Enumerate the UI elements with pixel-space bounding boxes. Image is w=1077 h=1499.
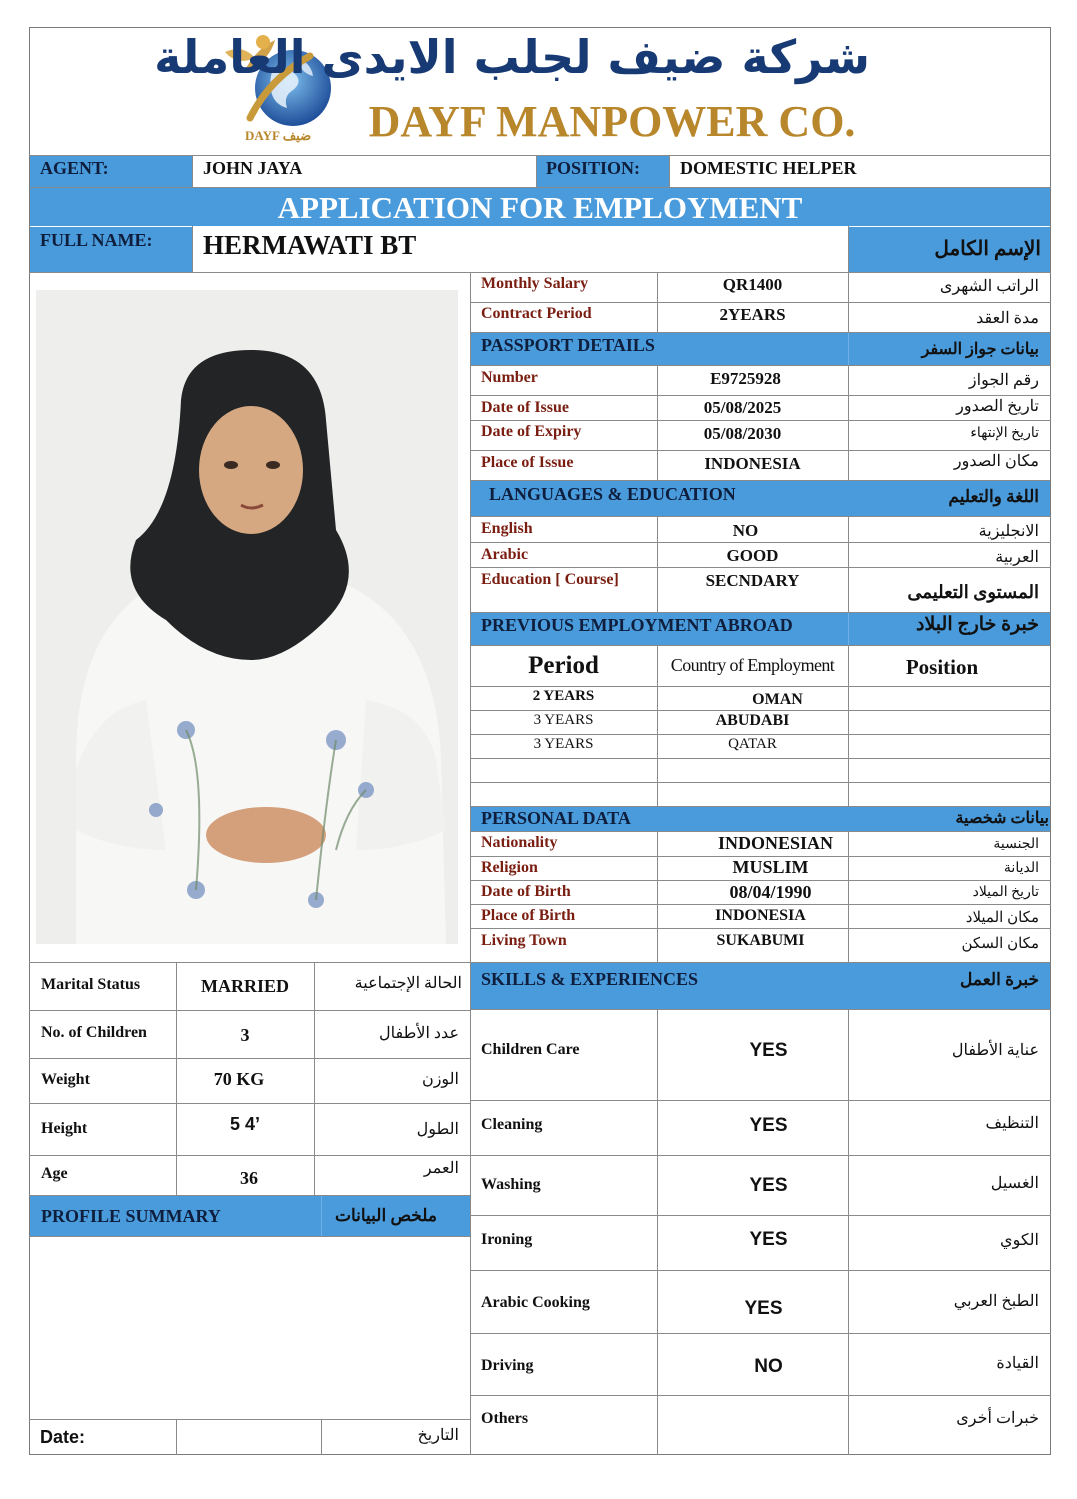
- logo-caption: DAYF ضيف: [245, 128, 312, 143]
- company-name-english: DAYF MANPOWER CO.: [368, 97, 856, 146]
- agent-label: AGENT:: [40, 158, 109, 178]
- place-of-birth-label: Place of Birth: [481, 907, 576, 924]
- religion-label: Religion: [481, 859, 538, 876]
- skill-children-care-label: Children Care: [481, 1041, 580, 1058]
- position-label: POSITION:: [546, 158, 641, 178]
- contract-period-arabic: مدة العقد: [976, 310, 1039, 327]
- marital-status-value: MARRIED: [201, 976, 289, 996]
- place-of-birth-arabic: مكان الميلاد: [965, 910, 1039, 926]
- date-of-issue-label: Date of Issue: [481, 399, 569, 416]
- education-label: Education [ Course]: [481, 571, 619, 588]
- monthly-salary-arabic: الراتب الشهرى: [939, 278, 1039, 295]
- place-of-issue-label: Place of Issue: [481, 454, 574, 471]
- nationality-value: INDONESIAN: [717, 833, 834, 853]
- profile-summary-area: [30, 1237, 470, 1419]
- form-title: APPLICATION FOR EMPLOYMENT: [277, 190, 803, 225]
- religion-value: MUSLIM: [732, 857, 809, 877]
- passport-number-arabic: رقم الجواز: [968, 372, 1039, 389]
- col-position: Position: [905, 655, 979, 679]
- full-name-value: HERMAWATI BT: [203, 230, 417, 260]
- height-value: 5 4’: [229, 1114, 261, 1134]
- place-of-issue-value: INDONESIA: [704, 454, 801, 473]
- arabic-value: GOOD: [726, 546, 779, 565]
- skill-ironing-label: Ironing: [481, 1231, 533, 1248]
- arabic-arabic: العربية: [995, 549, 1039, 566]
- skill-cleaning-label: Cleaning: [481, 1116, 543, 1133]
- children-count-value: 3: [240, 1025, 250, 1045]
- marital-status-label: Marital Status: [41, 976, 141, 993]
- date-arabic: التاريخ: [417, 1427, 459, 1444]
- date-of-issue-arabic: تاريخ الصدور: [956, 398, 1039, 415]
- date-of-expiry-value: 05/08/2030: [703, 424, 782, 443]
- profile-heading: PROFILE SUMMARY: [41, 1206, 221, 1226]
- personal-heading-arabic: بيانات شخصية: [955, 810, 1049, 827]
- education-arabic: المستوى التعليمى: [907, 582, 1039, 602]
- employment-row-1-period: 2 YEARS: [532, 688, 595, 704]
- monthly-salary-label: Monthly Salary: [481, 275, 589, 292]
- marital-status-arabic: الحالة الإجتماعية: [354, 975, 462, 992]
- living-town-value: SUKABUMI: [716, 932, 805, 949]
- date-value-field[interactable]: [177, 1420, 321, 1454]
- skill-arabic-cooking-arabic: الطبخ العربي: [953, 1293, 1039, 1310]
- employment-row-2-period: 3 YEARS: [533, 712, 594, 728]
- nationality-label: Nationality: [481, 834, 558, 851]
- employment-heading-arabic: خبرة خارج البلاد: [916, 614, 1039, 635]
- skill-driving-arabic: القيادة: [996, 1355, 1039, 1372]
- skill-arabic-cooking-label: Arabic Cooking: [481, 1294, 590, 1311]
- skill-washing-value: YES: [749, 1175, 788, 1196]
- contract-period-value: 2YEARS: [719, 305, 786, 324]
- skills-heading-arabic: خبرة العمل: [960, 970, 1039, 989]
- employment-row-3-period: 3 YEARS: [533, 736, 594, 752]
- weight-label: Weight: [41, 1071, 90, 1088]
- date-of-issue-value: 05/08/2025: [703, 398, 782, 417]
- passport-number-label: Number: [481, 369, 538, 386]
- education-value: SECNDARY: [705, 571, 800, 590]
- skill-ironing-value: YES: [749, 1229, 788, 1250]
- date-label: Date:: [40, 1427, 86, 1447]
- children-count-arabic: عدد الأطفال: [379, 1025, 459, 1042]
- company-name-arabic: شركة ضيف لجلب الايدى العاملة: [154, 30, 870, 84]
- profile-heading-arabic: ملخص البيانات: [334, 1206, 437, 1225]
- skill-children-care-value: YES: [749, 1040, 788, 1061]
- date-of-birth-label: Date of Birth: [481, 883, 571, 900]
- date-of-birth-value: 08/04/1990: [729, 882, 812, 902]
- skill-children-care-arabic: عناية الأطفال: [951, 1042, 1039, 1059]
- date-of-expiry-arabic: تاريخ الإنتهاء: [970, 426, 1039, 441]
- height-arabic: الطول: [416, 1121, 459, 1138]
- weight-arabic: الوزن: [421, 1071, 459, 1088]
- skill-others-label: Others: [481, 1410, 529, 1427]
- applicant-photo: [36, 290, 458, 944]
- age-value: 36: [240, 1168, 258, 1188]
- full-name-label: FULL NAME:: [40, 230, 153, 250]
- skills-heading: SKILLS & EXPERIENCES: [481, 969, 699, 989]
- passport-number-value: E9725928: [710, 369, 781, 388]
- place-of-issue-arabic: مكان الصدور: [953, 453, 1039, 470]
- personal-heading: PERSONAL DATA: [481, 808, 631, 828]
- skill-washing-label: Washing: [481, 1176, 541, 1193]
- arabic-label: Arabic: [481, 546, 529, 563]
- nationality-arabic: الجنسية: [993, 837, 1039, 852]
- skill-washing-arabic: الغسيل: [990, 1175, 1039, 1192]
- employment-row-2-country: ABUDABI: [715, 712, 790, 729]
- skill-arabic-cooking-value: YES: [744, 1298, 783, 1319]
- place-of-birth-value: INDONESIA: [715, 907, 806, 924]
- living-town-arabic: مكان السكن: [961, 936, 1039, 952]
- skill-ironing-arabic: الكوي: [1000, 1232, 1039, 1249]
- living-town-label: Living Town: [481, 932, 567, 949]
- employment-row-3-country: QATAR: [728, 736, 777, 752]
- col-country: Country of Employment: [670, 655, 835, 675]
- english-label: English: [481, 520, 533, 537]
- skill-driving-label: Driving: [481, 1357, 534, 1374]
- languages-heading-arabic: اللغة والتعليم: [948, 487, 1039, 506]
- children-count-label: No. of Children: [41, 1024, 147, 1041]
- employment-row-1-country: OMAN: [752, 691, 803, 708]
- weight-value: 70 KG: [213, 1069, 265, 1089]
- position-value: DOMESTIC HELPER: [680, 158, 857, 178]
- agent-value: JOHN JAYA: [203, 158, 303, 178]
- full-name-arabic: الإسم الكامل: [934, 238, 1041, 260]
- col-period: Period: [528, 652, 599, 679]
- passport-heading: PASSPORT DETAILS: [481, 335, 655, 355]
- skill-cleaning-arabic: التنظيف: [985, 1115, 1039, 1132]
- age-arabic: العمر: [423, 1160, 459, 1177]
- age-label: Age: [41, 1165, 68, 1182]
- date-of-expiry-label: Date of Expiry: [481, 423, 582, 440]
- monthly-salary-value: QR1400: [722, 275, 783, 294]
- height-label: Height: [41, 1120, 88, 1137]
- skill-others-arabic: خبرات أخرى: [956, 1410, 1039, 1427]
- date-of-birth-arabic: تاريخ الميلاد: [972, 885, 1039, 900]
- english-value: NO: [732, 521, 759, 540]
- skill-cleaning-value: YES: [749, 1115, 788, 1136]
- contract-period-label: Contract Period: [481, 305, 592, 322]
- religion-arabic: الديانة: [1003, 861, 1039, 876]
- skill-driving-value: NO: [754, 1356, 783, 1377]
- passport-heading-arabic: بيانات جواز السفر: [921, 341, 1039, 358]
- employment-heading: PREVIOUS EMPLOYMENT ABROAD: [481, 615, 793, 635]
- english-arabic: الانجليزية: [978, 523, 1039, 540]
- languages-heading: LANGUAGES & EDUCATION: [489, 484, 736, 504]
- applicant-photo-icon: [36, 290, 458, 944]
